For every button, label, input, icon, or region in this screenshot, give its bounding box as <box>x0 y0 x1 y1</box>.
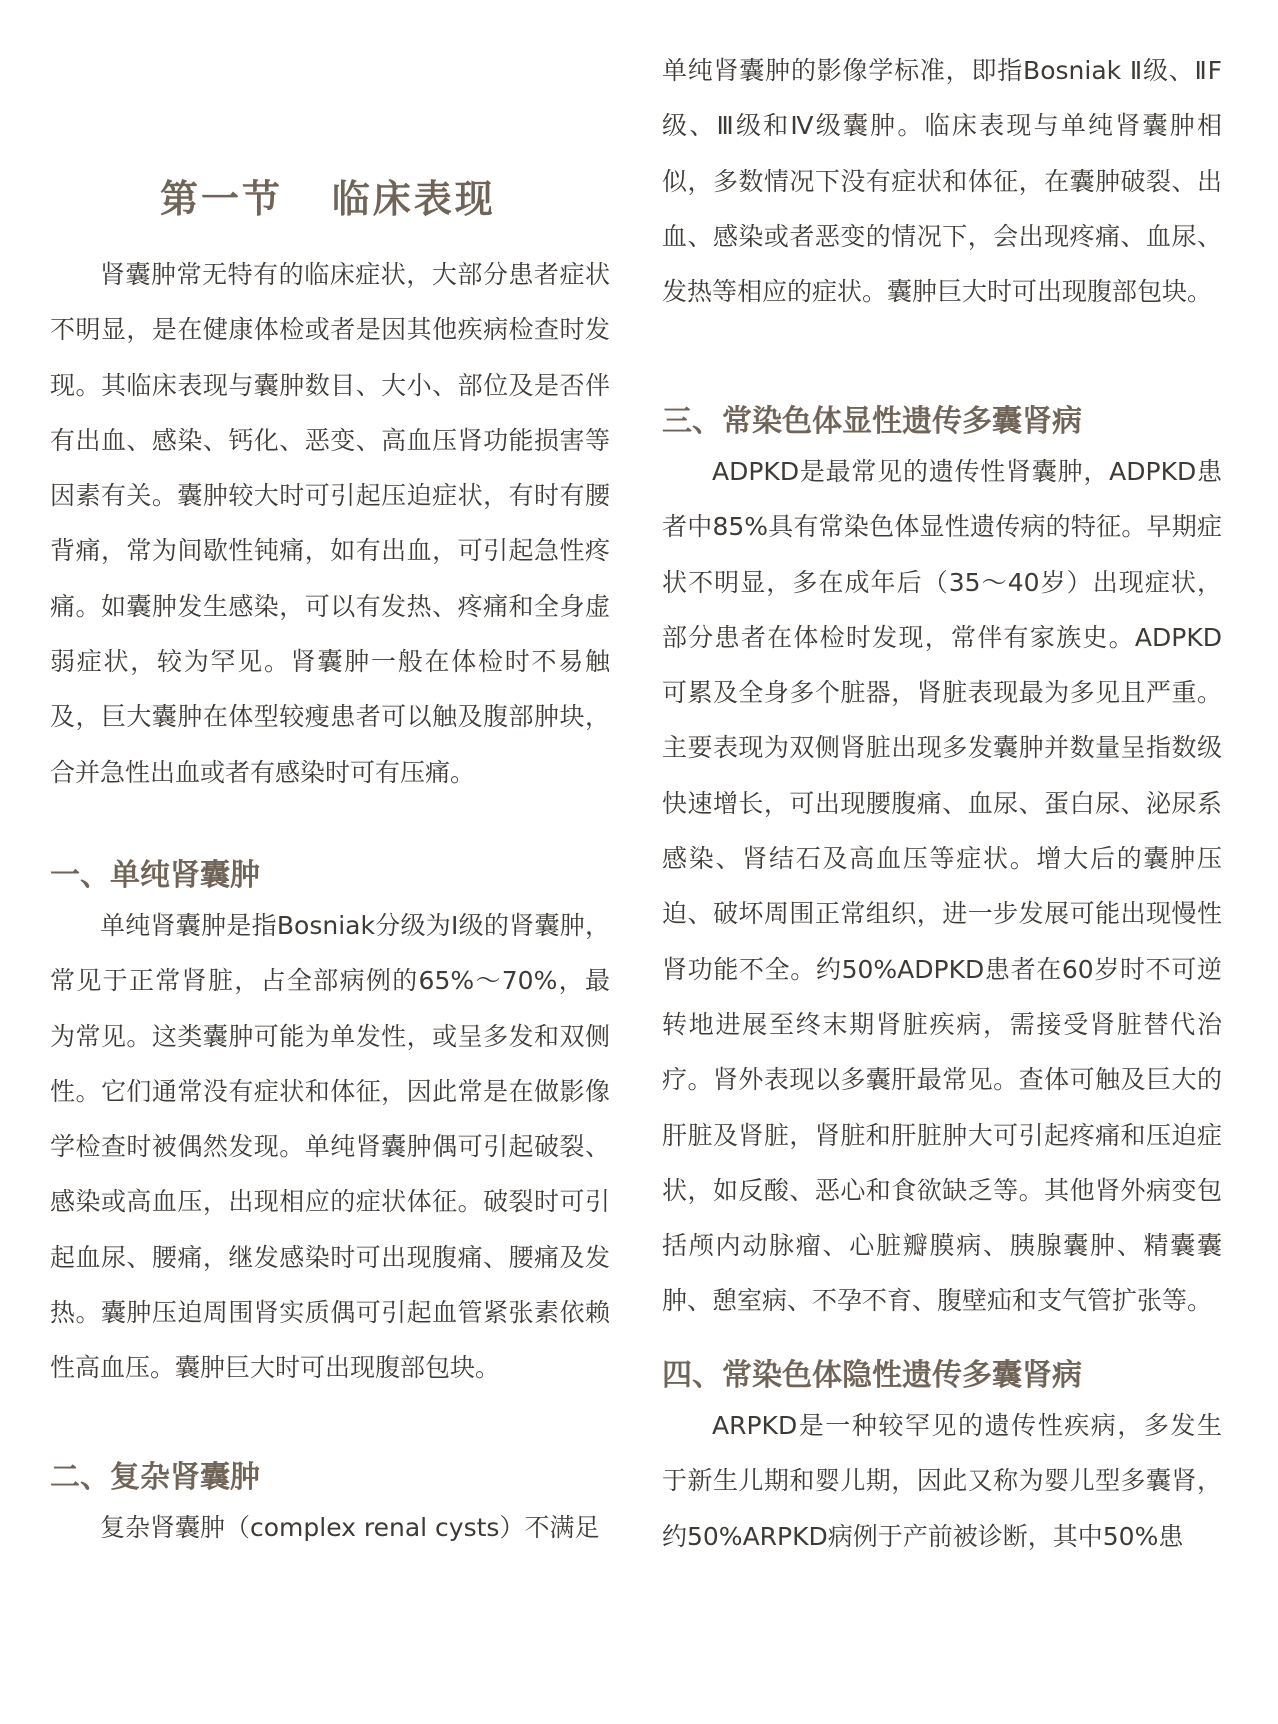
complex-cyst-paragraph: 复杂肾囊肿（complex renal cysts）不满足 <box>100 1513 600 1542</box>
intro-paragraph: 肾囊肿常无特有的临床症状，大部分患者症状不明显，是在健康体检或者是因其他疾病检查时发现。其临床表现与囊肿数目、大小、部位及是否伴有出血、感染、钙化、恶变、高血压肾功能损害等因素有关。囊肿较大时可引起压迫症状，有时有腰背痛，常为间歇性钝痛，如有出血，可引起急性疼痛。如囊肿发生感染，可以有发热、疼痛和全身虚弱症状，较为罕见。肾囊肿一般在体检时不易触及，巨大囊肿在体型较瘦患者可以触及腹部肿块，合并急性出血或者有感染时可有压痛。 <box>50 260 610 787</box>
chapter-title: 第一节 临床表现 <box>160 176 496 221</box>
section-heading-adpkd: 三、常染色体显性遗传多囊肾病 <box>662 404 1082 439</box>
simple-cyst-paragraph: 单纯肾囊肿是指Bosniak分级为Ⅰ级的肾囊肿，常见于正常肾脏，占全部病例的65%～70%，最为常见。这类囊肿可能为单发性，或呈多发和双侧性。它们通常没有症状和体征，因此常是在做影像学检查时被偶然发现。单纯肾囊肿偶可引起破裂、感染或高血压，出现相应的症状体征。破裂时可引起血尿、腰痛，继发感染时可出现腹痛、腰痛及发热。囊肿压迫周围肾实质偶可引起血管紧张素依赖性高血压。囊肿巨大时可出现腹部包块。 <box>50 911 610 1383</box>
adpkd-paragraph: ADPKD是最常见的遗传性肾囊肿，ADPKD患者中85%具有常染色体显性遗传病的特征。早期症状不明显，多在成年后（35～40岁）出现症状，部分患者在体检时发现，常伴有家族史。ADPKD可累及全身多个脏器，肾脏表现最为多见且严重。主要表现为双侧肾脏出现多发囊肿并数量呈指数级快速增长，可出现腰腹痛、血尿、蛋白尿、泌尿系感染、肾结石及高血压等症状。增大后的囊肿压迫、破坏周围正常组织，进一步发展可能出现慢性肾功能不全。约50%ADPKD患者在60岁时不可逆转地进展至终末期肾脏疾病，需接受肾脏替代治疗。肾外表现以多囊肝最常见。查体可触及巨大的肝脏及肾脏，肾脏和肝脏肿大可引起疼痛和压迫症状，如反酸、恶心和食欲缺乏等。其他肾外病变包括颅内动脉瘤、心脏瓣膜病、胰腺囊肿、精囊囊肿、憩室病、不孕不育、腹壁疝和支气管扩张等。 <box>662 457 1222 1316</box>
arpkd-paragraph: ARPKD是一种较罕见的遗传性疾病，多发生于新生儿期和婴儿期，因此又称为婴儿型多囊肾，约50%ARPKD病例于产前被诊断，其中50%患 <box>662 1411 1222 1551</box>
section-heading-complex-cyst: 二、复杂肾囊肿 <box>50 1460 260 1495</box>
section-heading-arpkd: 四、常染色体隐性遗传多囊肾病 <box>662 1358 1082 1393</box>
section-heading-simple-cyst: 一、单纯肾囊肿 <box>50 858 260 893</box>
complex-cyst-continuation: 单纯肾囊肿的影像学标准，即指Bosniak Ⅱ级、ⅡF级、Ⅲ级和Ⅳ级囊肿。临床表现与单纯肾囊肿相似，多数情况下没有症状和体征，在囊肿破裂、出血、感染或者恶变的情况下，会出现疼痛、血尿、发热等相应的症状。囊肿巨大时可出现腹部包块。 <box>662 56 1222 307</box>
